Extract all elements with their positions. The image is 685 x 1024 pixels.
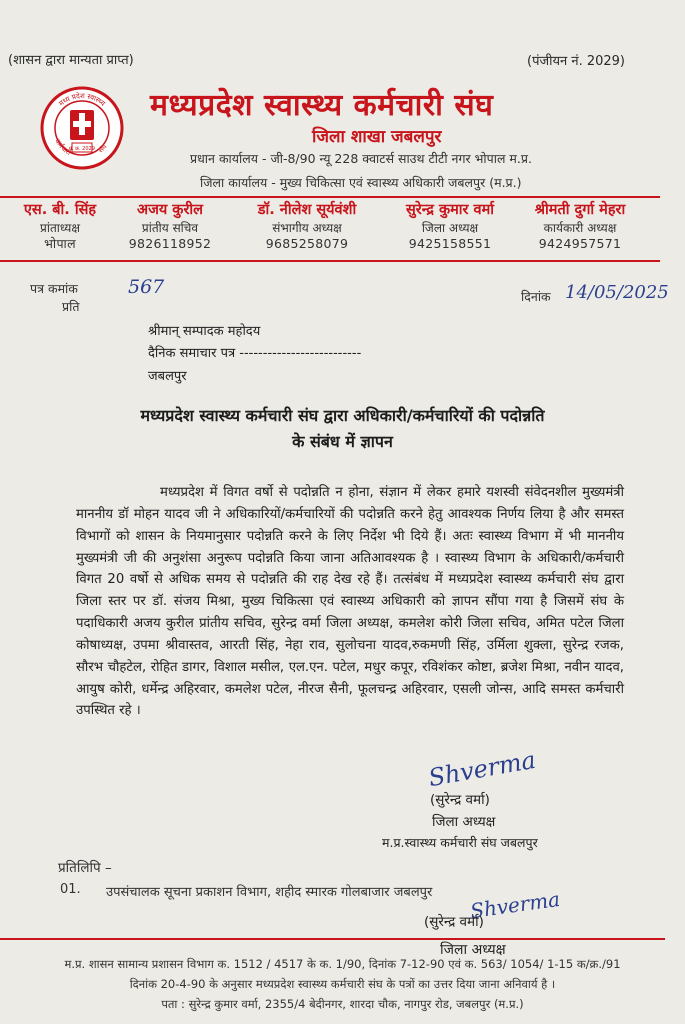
- signer-name: (सुरेन्द्र वर्मा): [430, 792, 490, 808]
- registration-number: (पंजीयन नं. 2029): [527, 54, 625, 69]
- org-name: मध्यप्रदेश स्वास्थ्य कर्मचारी संघ: [150, 88, 494, 123]
- official-role: संभागीय अध्यक्ष: [272, 221, 342, 235]
- official-1: [5, 203, 115, 251]
- branch-name: जिला शाखा जबलपुर: [312, 127, 442, 147]
- copy-signature-scribble: Shverma: [468, 886, 562, 924]
- official-phone: 9425158551: [408, 236, 492, 251]
- logo-left-text: कर्मचारी: [53, 137, 73, 157]
- signature-scribble: Shverma: [426, 745, 538, 793]
- head-office-address: प्रधान कार्यालय - जी-8/90 न्यू 228 क्वाटर्स साउथ टीटी नगर भोपाल म.प्र.: [190, 151, 532, 166]
- footer-address: पता : सुरेन्द्र कुमार वर्मा, 2355/4 बेदीनगर, शारदा चौक, नागपुर रोड, जबलपुर (म.प्र.): [161, 997, 524, 1011]
- official-name: श्रीमती दुर्गा मेहरा: [534, 202, 626, 218]
- letter-body: मध्यप्रदेश में विगत वर्षो से पदोन्नति न होना, संज्ञान में लेकर हमारे यशस्वी संवेदनशील मुख्यमंत्री माननीय डॉ मोहन यादव जी ने अधिकारियों/कर्मचारियों की पदोन्नति करने हेतु आवश्यक निर्णय लिया है और समस्त विभागों को शासन के नियमानुसार पदोन्नति करने के लिए निर्देश भी दिये हैं। अतः स्वास्थ्य विभाग में भी माननीय मुख्यमंत्री जी की अनुशंसा अनुरूप पदोन्नति किया जाना अतिआवश्यक है । स्वास्थ्य विभाग के अधिकारी/कर्मचारी विगत 20 वर्षो से अधिक समय से पदोन्नति की राह देख रहे हैं। तत्संबंध में मध्यप्रदेश स्वास्थ्य कर्मचारी संघ द्वारा जिला स्तर पर डॉ. संजय मिश्रा, मुख्य चिकित्सा एवं स्वास्थ्य अधिकारी को ज्ञापन सौंपा गया है जिसमें संघ के पदाधिकारी अजय कुरील प्रांतीय सचिव, सुरेन्द्र वर्मा जिला अध्यक्ष, कमलेश कोरी जिला सचिव, अमित पटेल जिला कोषाध्यक्ष, उपमा श्रीवास्तव, आरती सिंह, नेहा राव, सुलोचना यादव,रुकमणी सिंह, उर्मिला शुक्ला, सुरेन्द्र रजक, सौरभ चौहटेल, रोहित डागर, विशाल मसील, एल.एन. पटेल, मधुर कपूर, रविशंकर कोष्टा, ब्रजेश मिश्रा, नवीन यादव, आयुष कोरी, धर्मेन्द्र अहिरवार, कमलेश पटेल, नीरज सैनी, फूलचन्द्र अहिरवार, एसली जोन्स, आदि समस्त कर्मचारी उपस्थित रहे ।: [76, 485, 624, 719]
- union-logo: [40, 86, 124, 170]
- recipient-line-1: श्रीमान् सम्पादक महोदय: [148, 324, 261, 339]
- district-office-address: जिला कार्यालय - मुख्य चिकित्सा एवं स्वास्थ्य अधिकारी जबलपुर (म.प्र.): [200, 175, 522, 190]
- official-role: कार्यकारी अध्यक्ष: [543, 221, 617, 235]
- date-value: 14/05/2025: [565, 282, 669, 303]
- official-role: प्रांताध्यक्ष: [40, 221, 80, 235]
- official-phone: 9826118952: [128, 236, 212, 251]
- signer-title: जिला अध्यक्ष: [432, 814, 496, 830]
- header-divider: [0, 196, 660, 198]
- copy-signer-name: (सुरेन्द्र वर्मा): [424, 914, 484, 930]
- approval-note: (शासन द्वारा मान्यता प्राप्त): [8, 53, 134, 68]
- official-role: जिला अध्यक्ष: [421, 221, 479, 235]
- official-4: [375, 203, 525, 251]
- official-name: एस. बी. सिंह: [23, 202, 97, 218]
- official-name: सुरेन्द्र कुमार वर्मा: [406, 202, 494, 218]
- footer-divider: [0, 938, 665, 940]
- official-phone: 9424957571: [538, 236, 622, 251]
- recipient-line-3: जबलपुर: [148, 369, 187, 384]
- date-label: दिनांक: [521, 289, 551, 304]
- copy-item-text: उपसंचालक सूचना प्रकाशन विभाग, शहीद स्मारक गोलबाजार जबलपुर: [106, 885, 433, 900]
- official-name: डॉ. नीलेश सूर्यवंशी: [257, 202, 357, 218]
- official-3: [232, 203, 382, 251]
- logo-reg-text: पं. क्र. 2029: [69, 146, 95, 152]
- ref-label: पत्र कमांक: [30, 281, 78, 296]
- subject: [30, 403, 655, 455]
- prati-label: प्रति: [62, 299, 80, 314]
- subject-line-1: मध्यप्रदेश स्वास्थ्य कर्मचारी संघ द्वारा अधिकारी/कर्मचारियों की पदोन्नति: [140, 406, 545, 425]
- copy-label: प्रतिलिपि –: [58, 860, 112, 876]
- copy-item-number: 01.: [60, 882, 81, 897]
- official-role: प्रांतीय सचिव: [141, 221, 199, 235]
- footer-line-1: म.प्र. शासन सामान्य प्रशासन विभाग क. 1512 / 4517 के क. 1/90, दिनांक 7-12-90 एवं क. 563/ 1054/ 1-15 क/क्र./91: [64, 957, 621, 971]
- copy-signer-title: जिला अध्यक्ष: [440, 942, 506, 958]
- footer-line-2: दिनांक 20-4-90 के अनुसार मध्यप्रदेश स्वास्थ्य कर्मचारी संघ के पत्रों का उत्तर दिया जाना अनिवार्य है ।: [129, 977, 556, 991]
- subject-line-2: के संबंध में ज्ञापन: [292, 432, 393, 451]
- official-5: [505, 203, 655, 251]
- recipient-line-2: दैनिक समाचार पत्र --------------------------: [148, 346, 362, 361]
- official-name: अजय कुरील: [137, 202, 203, 218]
- officials-divider: [0, 260, 660, 262]
- official-2: [110, 203, 230, 251]
- official-phone: 9685258079: [265, 236, 349, 251]
- signer-org: म.प्र.स्वास्थ्य कर्मचारी संघ जबलपुर: [382, 835, 538, 850]
- official-location: भोपाल: [44, 236, 76, 251]
- logo-top-text: मध्य प्रदेश स्वास्थ्य: [57, 91, 107, 108]
- logo-right-text: संघ: [96, 142, 109, 155]
- ref-number: 567: [128, 276, 165, 298]
